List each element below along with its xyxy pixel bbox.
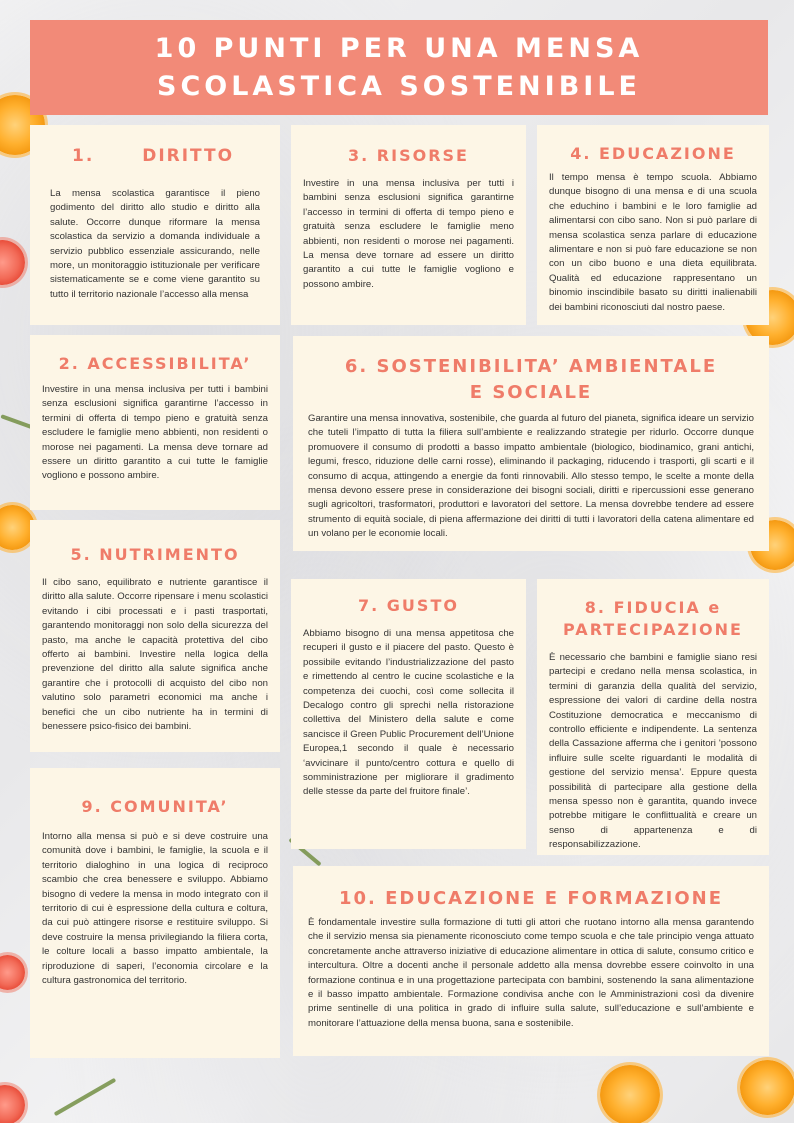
card-title: 8. FIDUCIA e PARTECIPAZIONE: [563, 598, 743, 639]
card-risorse: [291, 125, 526, 325]
card-title: 6. SOSTENIBILITA’ AMBIENTALE E SOCIALE: [344, 356, 718, 403]
card-sostenibilita: [293, 336, 769, 551]
card-title: 5. NUTRIMENTO: [70, 545, 240, 564]
card-title: 4. EDUCAZIONE: [570, 144, 736, 163]
card-text: Investire in una mensa inclusiva per tutti i bambini senza esclusioni significa garantirne l’accesso in termini di offerta di tempo pieno e gratuità senza escludere le famiglie meno abbienti, non residenti o morose nei pagamenti. La mensa deve tornare ad essere un diritto garantito a cui tutte le famiglie vogliono e possono ambire.: [303, 178, 514, 290]
card-accessibilita: [30, 335, 280, 510]
card-title: 2. ACCESSIBILITA’: [58, 354, 252, 373]
orange-slice-decoration: [740, 1060, 794, 1115]
page-title: 10 PUNTI PER UNA MENSA SCOLASTICA SOSTENIBILE: [30, 20, 768, 115]
card-text: La mensa scolastica garantisce il pieno godimento del diritto allo studio e diritto alla salute. Occorre dunque riformare la mensa scolastica da servizio a domanda individuale a servizio pubblico essenziale assicurando, nelle more, un monitoraggio istituzionale per verificare sistematicamente se e come viene garantito su tutto il territorio nazionale l’accesso alla mensa: [50, 188, 260, 300]
card-gusto: [291, 579, 526, 849]
grapefruit-slice-decoration: [0, 1085, 25, 1123]
card-text: Garantire una mensa innovativa, sostenibile, che guarda al futuro del pianeta, significa ideare un servizio che tuteli l’impatto di tutta la filiera sull’ambiente e realizzando strategie per ridurlo. Occorre dunque promuovere il consumo di prodotti a basso impatto ambientale (biologico, biodinamico, grani antichi, legumi, fresco, riduzione delle carni rosse), eliminando il packaging, riducendo i trasporti, gli scarti e il consumo di acqua, attingendo a energie da fonti rinnovabili. Allo stesso tempo, le scelte a monte della mensa devono essere prese in considerazione dei bisogni sociali, diritti e ripercussioni esse generano sugli agricoltori, trasformatori, produttori e lavoratori del settore. La mensa dovrebbe tendere ad essere strumento di equità sociale, di piena affermazione dei diritti di tutti i lavoratori della catena alimentare ed un volano per le economie locali.: [308, 413, 754, 540]
card-comunita: [30, 768, 280, 1058]
card-text: Il cibo sano, equilibrato e nutriente garantisce il diritto alla salute. Occorre ripensare i menu scolastici evitando i cibi processati e i pasti trasportati, garantendo monitoraggi non solo della sicurezza del pasto, ma anche le capacità protettiva del cibo offerto ai bambini. Investire nella logica della prevenzione del diritto alla salute significa anche garantire che i protocolli di acquisto del cibo non valutino solo parametri economici ma anche i benefici che un cibo nutriente ha in termini di benessere psico-fisico dei bambini.: [42, 577, 268, 733]
card-title: 9. COMUNITA’: [81, 797, 229, 816]
card-educazione: [537, 125, 769, 325]
card-text: Intorno alla mensa si può e si deve costruire una comunità dove i bambini, le famiglie, la scuola e il territorio dialoghino in una logica di reciproco scambio che crea benessere e sviluppo. Abbiamo bisogno di vedere la mensa in modo integrato con il territorio di cui è espressione della cultura e coltura, da cui può attingere risorse e restituire sviluppo. Si deve costruire la mensa privilegiando la filiera corta, le colture locali a basso impatto ambientale, la riproduzione di saperi, l’economia circolare e la cultura gastronomica del territorio.: [42, 831, 268, 987]
card-text: È necessario che bambini e famiglie siano resi partecipi e credano nella mensa scolastica, in termini di garanzia della qualità del servizio, espressione dei valori di cardine della nostra Costituzione democratica e meccanismo di controllo efficiente e indipendente. La sentenza della Cassazione afferma che i genitori 'possono influire sulle scelte riguardanti le modalità di gestione del servizio mensa’. Eppure questa possibilità di partecipare alla gestione della mensa spesso non è garantita, quando invece potrebbe mitigare le conflittualità e creare un senso di appartenenza e di responsabilizzazione.: [549, 652, 757, 851]
card-fiducia-partecipazione: [537, 579, 769, 855]
card-title: 10. EDUCAZIONE E FORMAZIONE: [338, 888, 724, 909]
card-text: È fondamentale investire sulla formazione di tutti gli attori che ruotano intorno alla mensa garantendo che il servizio mensa sia pienamente riconosciuto come tempo scuola e che tale principio venga attuato concretamente anche attraverso iniziative di educazione alimentare in ottica di salute, consumo critico e intercultura. Oltre a docenti anche il personale addetto alla mensa dovrebbe essere coinvolto in una formazione continua e in una progettazione partecipata con bambini, sostenendo la sana alimentazione e il basso impatto ambientale. Formazione condivisa anche con le Amministrazioni così da divenire prime sentinelle di una politica in grado di influire sulla salute, sull’educazione e sull’ambiente e monitorare l’attuazione della mensa buona, sana e sostenibile.: [308, 917, 754, 1029]
card-title: 3. RISORSE: [348, 146, 469, 165]
grapefruit-slice-decoration: [0, 955, 25, 990]
card-title: 7. GUSTO: [358, 596, 459, 615]
orange-slice-decoration: [600, 1065, 660, 1123]
card-nutrimento: [30, 520, 280, 752]
card-title: 1. DIRITTO: [72, 146, 235, 166]
card-text: Investire in una mensa inclusiva per tutti i bambini senza esclusioni significa garantirne l’accesso in termini di offerta di tempo pieno e gratuità senza escludere le famiglie meno abbienti, non residenti o morose nei pagamenti. La mensa deve tornare ad essere un diritto garantito a cui tutte le famiglie vogliono e possono ambire.: [42, 384, 268, 482]
card-educazione-formazione: [293, 866, 769, 1056]
card-diritto: [30, 125, 280, 325]
grapefruit-slice-decoration: [0, 240, 25, 285]
card-text: Il tempo mensa è tempo scuola. Abbiamo dunque bisogno di una mensa e di una scuola che educhino i bambini e le loro famiglie ad alimentarsi con cibo sano. Non si può parlare di mensa scolastica senza parlare di educazione alimentare e non si può fare educazione se non con un cibo buono e una dieta equilibrata. Qualità ed educazione rappresentano un binomio inscindibile basato su diritti inalienabili dei bambini riconosciuti dal nostro paese.: [549, 172, 757, 313]
card-text: Abbiamo bisogno di una mensa appetitosa che recuperi il gusto e il piacere del pasto. Questo è possibile evitando l’industrializzazione del pasto e rimettendo al centro le cucine scolastiche e la competenza dei cuochi, così come sollecita il Decalogo contro gli sprechi nella ristorazione collettiva del Ministero della salute e come sancisce il Green Public Procurement dell’Unione Europea,1 secondo il quale è necessario ‘avvicinare il punto/centro cottura e quello di somministrazione per migliorare il gradimento delle stesse da parte del fruitore finale’.: [303, 628, 514, 798]
leaf-decoration: [54, 1078, 117, 1116]
